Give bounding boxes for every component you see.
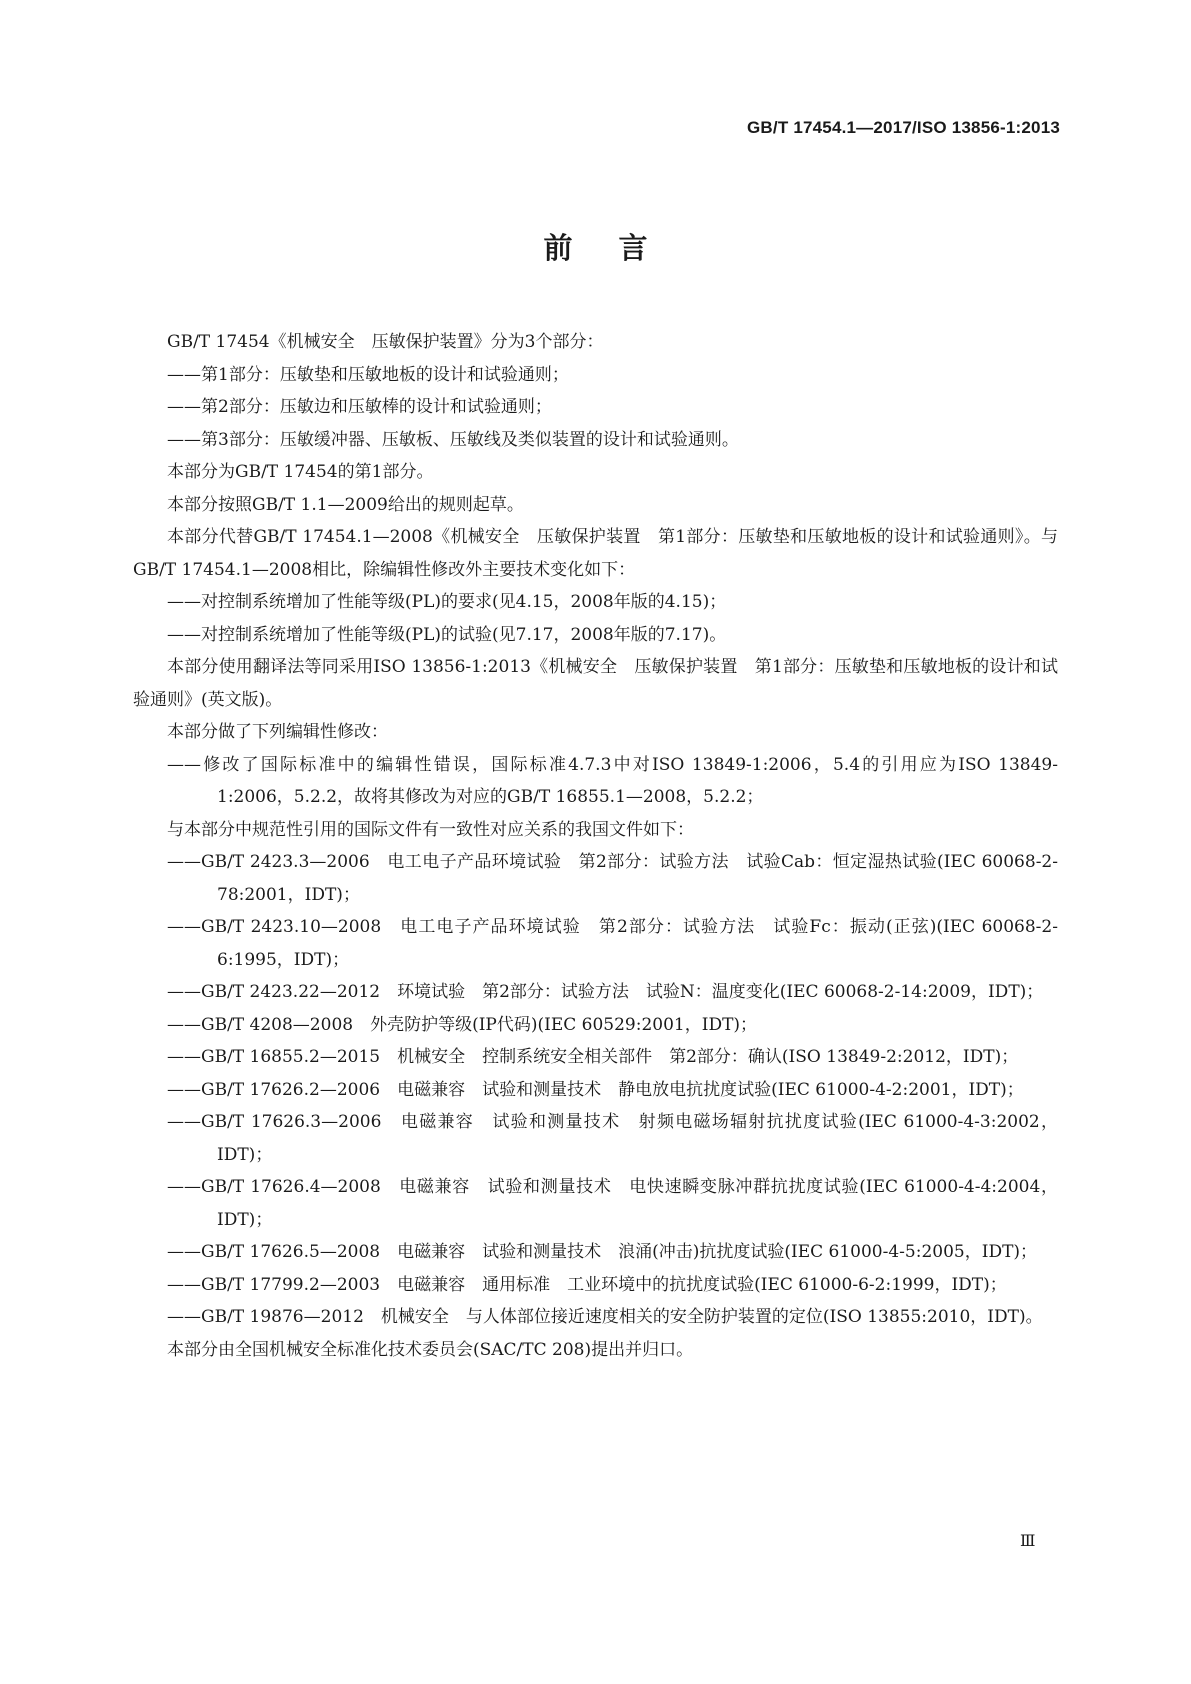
list-item: ——对控制系统增加了性能等级(PL)的要求(见4.15，2008年版的4.15)； — [167, 592, 727, 612]
list-item: ——GB/T 19876—2012 机械安全 与人体部位接近速度相关的安全防护装置的定位(ISO 13855:2010，IDT)。 — [167, 1307, 1043, 1327]
paragraph: 本部分为GB/T 17454的第1部分。 — [167, 462, 434, 482]
list-item: ——GB/T 17799.2—2003 电磁兼容 通用标准 工业环境中的抗扰度试验(IEC 61000-6-2:1999，IDT)； — [167, 1274, 1007, 1295]
list-item: ——第1部分：压敏垫和压敏地板的设计和试验通则； — [167, 364, 569, 385]
paragraph: 本部分使用翻译法等同采用ISO 13856-1:2013《机械安全 压敏保护装置 第1部分：压敏垫和压敏地板的设计和试验通则》(英文版)。 — [133, 657, 1058, 710]
paragraph: 本部分做了下列编辑性修改： — [167, 722, 388, 742]
list-item: ——GB/T 17626.4—2008 电磁兼容 试验和测量技术 电快速瞬变脉冲群抗扰度试验(IEC 61000-4-4:2004，IDT)； — [167, 1177, 1058, 1230]
paragraph: 本部分代替GB/T 17454.1—2008《机械安全 压敏保护装置 第1部分：压敏垫和压敏地板的设计和试验通则》。与GB/T 17454.1—2008相比，除编辑性修改外主要技术变化如下： — [133, 527, 1058, 580]
list-item: ——对控制系统增加了性能等级(PL)的试验(见7.17，2008年版的7.17)。 — [167, 624, 727, 645]
list-item: ——第3部分：压敏缓冲器、压敏板、压敏线及类似装置的设计和试验通则。 — [167, 429, 739, 450]
page-title: 前言 — [543, 231, 694, 265]
list-item: ——GB/T 17626.3—2006 电磁兼容 试验和测量技术 射频电磁场辐射抗扰度试验(IEC 61000-4-3:2002，IDT)； — [167, 1112, 1058, 1165]
list-item: ——GB/T 2423.10—2008 电工电子产品环境试验 第2部分：试验方法 试验Fc：振动(正弦)(IEC 60068-2-6:1995，IDT)； — [167, 917, 1058, 970]
standard-code-header: GB/T 17454.1—2017/ISO 13856-1:2013 — [747, 118, 1060, 137]
paragraph: GB/T 17454《机械安全 压敏保护装置》分为3个部分： — [167, 332, 604, 352]
paragraph: 本部分由全国机械安全标准化技术委员会(SAC/TC 208)提出并归口。 — [167, 1339, 694, 1360]
list-item: ——GB/T 17626.2—2006 电磁兼容 试验和测量技术 静电放电抗扰度试验(IEC 61000-4-2:2001，IDT)； — [167, 1079, 1024, 1100]
list-item: ——GB/T 2423.3—2006 电工电子产品环境试验 第2部分：试验方法 试验Cab：恒定湿热试验(IEC 60068-2-78:2001，IDT)； — [167, 852, 1058, 905]
list-item: ——GB/T 16855.2—2015 机械安全 控制系统安全相关部件 第2部分：确认(ISO 13849-2:2012，IDT)； — [167, 1047, 1019, 1067]
list-item: ——GB/T 17626.5—2008 电磁兼容 试验和测量技术 浪涌(冲击)抗扰度试验(IEC 61000-4-5:2005，IDT)； — [167, 1242, 1038, 1262]
list-item: ——GB/T 2423.22—2012 环境试验 第2部分：试验方法 试验N：温度变化(IEC 60068-2-14:2009，IDT)； — [167, 982, 1044, 1002]
page-number: Ⅲ — [1020, 1531, 1036, 1550]
paragraph: 与本部分中规范性引用的国际文件有一致性对应关系的我国文件如下： — [167, 819, 694, 840]
foreword-body — [133, 326, 1058, 1366]
list-item: ——GB/T 4208—2008 外壳防护等级(IP代码)(IEC 60529:2001，IDT)； — [167, 1014, 758, 1035]
list-item: ——修改了国际标准中的编辑性错误，国际标准4.7.3中对ISO 13849-1:2006，5.4的引用应为ISO 13849-1:2006，5.2.2，故将其修改为对应的GB/T 16855.1—2008，5.2.2； — [167, 754, 1058, 807]
list-item: ——第2部分：压敏边和压敏棒的设计和试验通则； — [167, 397, 552, 417]
paragraph: 本部分按照GB/T 1.1—2009给出的规则起草。 — [167, 494, 524, 515]
